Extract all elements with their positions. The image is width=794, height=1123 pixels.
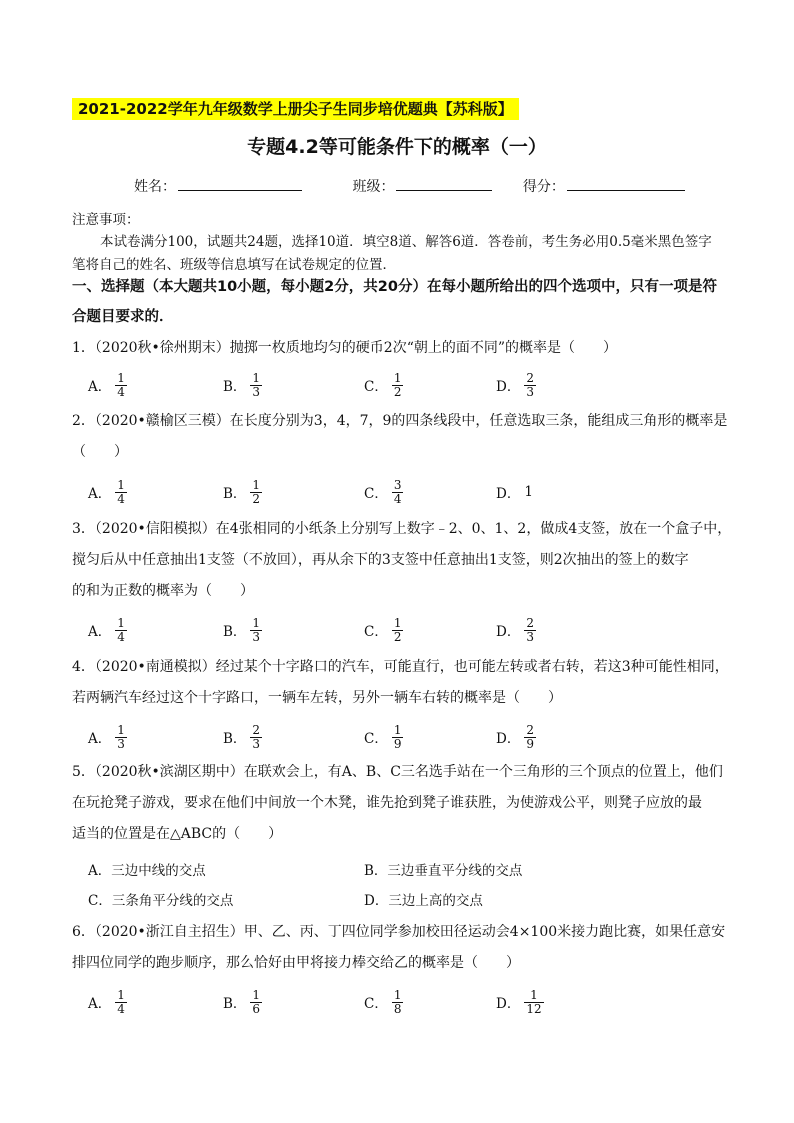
fraction-denominator: 3	[252, 736, 261, 751]
option-a[interactable]: A．三边中线的交点	[88, 863, 206, 879]
name-field	[134, 176, 302, 196]
question-3-line: 搅匀后从中任意抽出1支签（不放回），再从余下的3支签中任意抽出1支签，则2次抽出的签上的数字	[72, 552, 689, 568]
name-blank	[178, 176, 302, 191]
option-b[interactable]	[223, 367, 262, 403]
option-letter: D．	[496, 486, 521, 502]
question-3-line: 3．（2020•信阳模拟）在4张相同的小纸条上分别写上数字﹣2、0、1、2，做成4支签，放在一个盒子中，	[72, 521, 732, 537]
fraction	[524, 724, 536, 751]
option-c[interactable]	[364, 367, 403, 403]
score-label: 得分：	[522, 179, 565, 195]
question-2-line: 2．（2020•赣榆区三模）在长度分别为3，4，7，9的四条线段中，任意选取三条，能组成三角形的概率是	[72, 413, 728, 429]
fraction-numerator: 1	[252, 370, 261, 385]
option-letter: B．	[223, 486, 247, 502]
fraction-denominator: 2	[393, 629, 402, 644]
option-letter: A．	[88, 379, 112, 395]
option-letter: B．	[223, 624, 247, 640]
fraction-numerator: 3	[393, 477, 402, 492]
option-b[interactable]	[223, 612, 262, 648]
fraction	[392, 989, 404, 1016]
option-d[interactable]	[496, 719, 536, 755]
fraction	[392, 617, 404, 644]
option-letter: C．	[364, 379, 388, 395]
page-title: 专题4.2等可能条件下的概率（一）	[247, 136, 547, 158]
fraction-denominator: 2	[252, 491, 261, 506]
option-letter: B．	[223, 996, 247, 1012]
question-6-line: 6．（2020•浙江自主招生）甲、乙、丙、丁四位同学参加校田径运动会4×100米接力跑比赛，如果任意安	[72, 924, 726, 940]
fraction-denominator: 4	[117, 491, 125, 506]
option-c[interactable]	[364, 719, 403, 755]
option-value: 1	[524, 484, 533, 500]
option-b[interactable]: B．三边垂直平分线的交点	[364, 863, 523, 879]
question-5-options	[88, 855, 648, 883]
fraction-numerator: 1	[117, 615, 125, 630]
fraction-numerator: 1	[117, 722, 125, 737]
section-heading: 一、选择题（本大题共10小题，每小题2分，共20分）在每小题所给出的四个选项中，只有一项是符合题目要求的．	[72, 279, 717, 325]
series-banner: 2021-2022学年九年级数学上册尖子生同步培优题典【苏科版】	[72, 98, 519, 120]
fraction	[115, 479, 127, 506]
fraction	[250, 617, 262, 644]
option-d[interactable]	[496, 984, 544, 1020]
fraction-numerator: 1	[117, 370, 125, 385]
question-4-line: 4．（2020•南通模拟）经过某个十字路口的汽车，可能直行，也可能左转或者右转，若这3种可能性相同，	[72, 659, 729, 675]
fraction-numerator: 1	[393, 722, 402, 737]
question-3-line: 的和为正数的概率为（ ）	[72, 583, 254, 599]
option-c[interactable]	[364, 984, 403, 1020]
option-letter: A．	[88, 624, 112, 640]
option-c[interactable]	[364, 612, 403, 648]
question-6-line: 排四位同学的跑步顺序，那么恰好由甲将接力棒交给乙的概率是（ ）	[72, 955, 520, 971]
option-d[interactable]	[496, 367, 536, 403]
fraction-numerator: 2	[252, 722, 261, 737]
option-letter: C．	[364, 486, 388, 502]
option-a[interactable]	[88, 612, 127, 648]
question-1-options	[88, 367, 648, 403]
question-5-line: 适当的位置是在△ABC的（ ）	[72, 826, 283, 842]
question-6-options	[88, 984, 648, 1020]
fraction-numerator: 1	[393, 615, 402, 630]
question-3-options	[88, 612, 648, 648]
fraction-denominator: 3	[252, 384, 261, 399]
fraction-denominator: 4	[117, 629, 125, 644]
fraction-denominator: 3	[117, 736, 125, 751]
question-5-line: 在玩抢凳子游戏，要求在他们中间放一个木凳，谁先抢到凳子谁获胜，为使游戏公平，则凳子应放的最	[72, 795, 702, 811]
fraction-numerator: 1	[252, 987, 261, 1002]
option-letter: C．	[364, 996, 388, 1012]
option-letter: A．	[88, 996, 112, 1012]
option-letter: A．	[88, 731, 112, 747]
fraction	[250, 372, 262, 399]
fraction-numerator: 1	[530, 987, 538, 1002]
option-b[interactable]	[223, 984, 262, 1020]
question-2-line: （ ）	[72, 444, 128, 460]
fraction-denominator: 9	[526, 736, 534, 751]
fraction-denominator: 9	[393, 736, 402, 751]
option-letter: A．	[88, 486, 112, 502]
notes-label: 注意事项：	[72, 212, 140, 228]
fraction-denominator: 2	[393, 384, 402, 399]
option-d[interactable]	[496, 612, 536, 648]
score-blank	[567, 176, 685, 191]
fraction	[392, 479, 404, 506]
option-letter: D．	[496, 624, 521, 640]
fraction	[250, 479, 262, 506]
option-c[interactable]: C．三条角平分线的交点	[88, 893, 234, 909]
student-info-row	[134, 176, 703, 196]
fraction	[524, 617, 536, 644]
option-b[interactable]	[223, 474, 262, 510]
option-letter: B．	[223, 379, 247, 395]
fraction-numerator: 1	[117, 477, 125, 492]
class-label: 班级：	[352, 179, 395, 195]
fraction	[115, 724, 127, 751]
fraction-denominator: 4	[117, 1001, 125, 1016]
fraction-denominator: 8	[393, 1001, 402, 1016]
fraction-numerator: 1	[393, 370, 402, 385]
fraction-denominator: 6	[252, 1001, 261, 1016]
question-1-line: 1．（2020秋•徐州期末）抛掷一枚质地均匀的硬币2次“朝上的面不同”的概率是（ ）	[72, 340, 618, 356]
option-a[interactable]	[88, 367, 127, 403]
fraction	[250, 989, 262, 1016]
question-4-line: 若两辆汽车经过这个十字路口，一辆车左转，另外一辆车右转的概率是（ ）	[72, 690, 562, 706]
question-5-line: 5．（2020秋•滨湖区期中）在联欢会上，有A、B、C三名选手站在一个三角形的三个顶点的位置上，他们	[72, 764, 723, 780]
fraction-numerator: 2	[526, 722, 534, 737]
option-b[interactable]	[223, 719, 262, 755]
notes-body: 本试卷满分100，试题共24题，选择10道．填空8道、解答6道．答卷前，考生务必用0.5毫米黑色签字笔将自己的姓名、班级等信息填写在试卷规定的位置．	[72, 234, 712, 273]
question-4-options	[88, 719, 648, 755]
fraction-denominator: 4	[117, 384, 125, 399]
fraction	[115, 989, 127, 1016]
fraction	[115, 617, 127, 644]
question-5-options	[88, 885, 648, 913]
fraction-denominator: 12	[526, 1001, 542, 1016]
fraction-denominator: 4	[393, 491, 402, 506]
option-a[interactable]	[88, 719, 127, 755]
fraction-numerator: 2	[526, 370, 534, 385]
option-letter: D．	[496, 731, 521, 747]
option-letter: D．	[496, 379, 521, 395]
option-letter: C．	[364, 624, 388, 640]
option-a[interactable]	[88, 474, 127, 510]
name-label: 姓名：	[134, 179, 176, 195]
class-field	[352, 176, 492, 196]
fraction	[250, 724, 262, 751]
fraction-numerator: 1	[252, 477, 261, 492]
option-a[interactable]	[88, 984, 127, 1020]
fraction	[392, 724, 404, 751]
option-letter: C．	[364, 731, 388, 747]
option-letter: B．	[223, 731, 247, 747]
fraction-numerator: 2	[526, 615, 534, 630]
fraction	[524, 989, 543, 1016]
fraction-numerator: 1	[393, 987, 402, 1002]
fraction	[524, 372, 536, 399]
fraction	[392, 372, 404, 399]
question-2-options	[88, 474, 648, 510]
fraction	[115, 372, 127, 399]
fraction-denominator: 3	[252, 629, 261, 644]
fraction-numerator: 1	[252, 615, 261, 630]
fraction-numerator: 1	[117, 987, 125, 1002]
fraction-denominator: 3	[526, 629, 534, 644]
option-d[interactable]: D．三边上高的交点	[364, 893, 483, 909]
fraction-denominator: 3	[526, 384, 534, 399]
score-field	[523, 176, 685, 196]
option-d[interactable]	[496, 474, 533, 510]
class-blank	[396, 176, 492, 191]
option-letter: D．	[496, 996, 521, 1012]
option-c[interactable]	[364, 474, 403, 510]
